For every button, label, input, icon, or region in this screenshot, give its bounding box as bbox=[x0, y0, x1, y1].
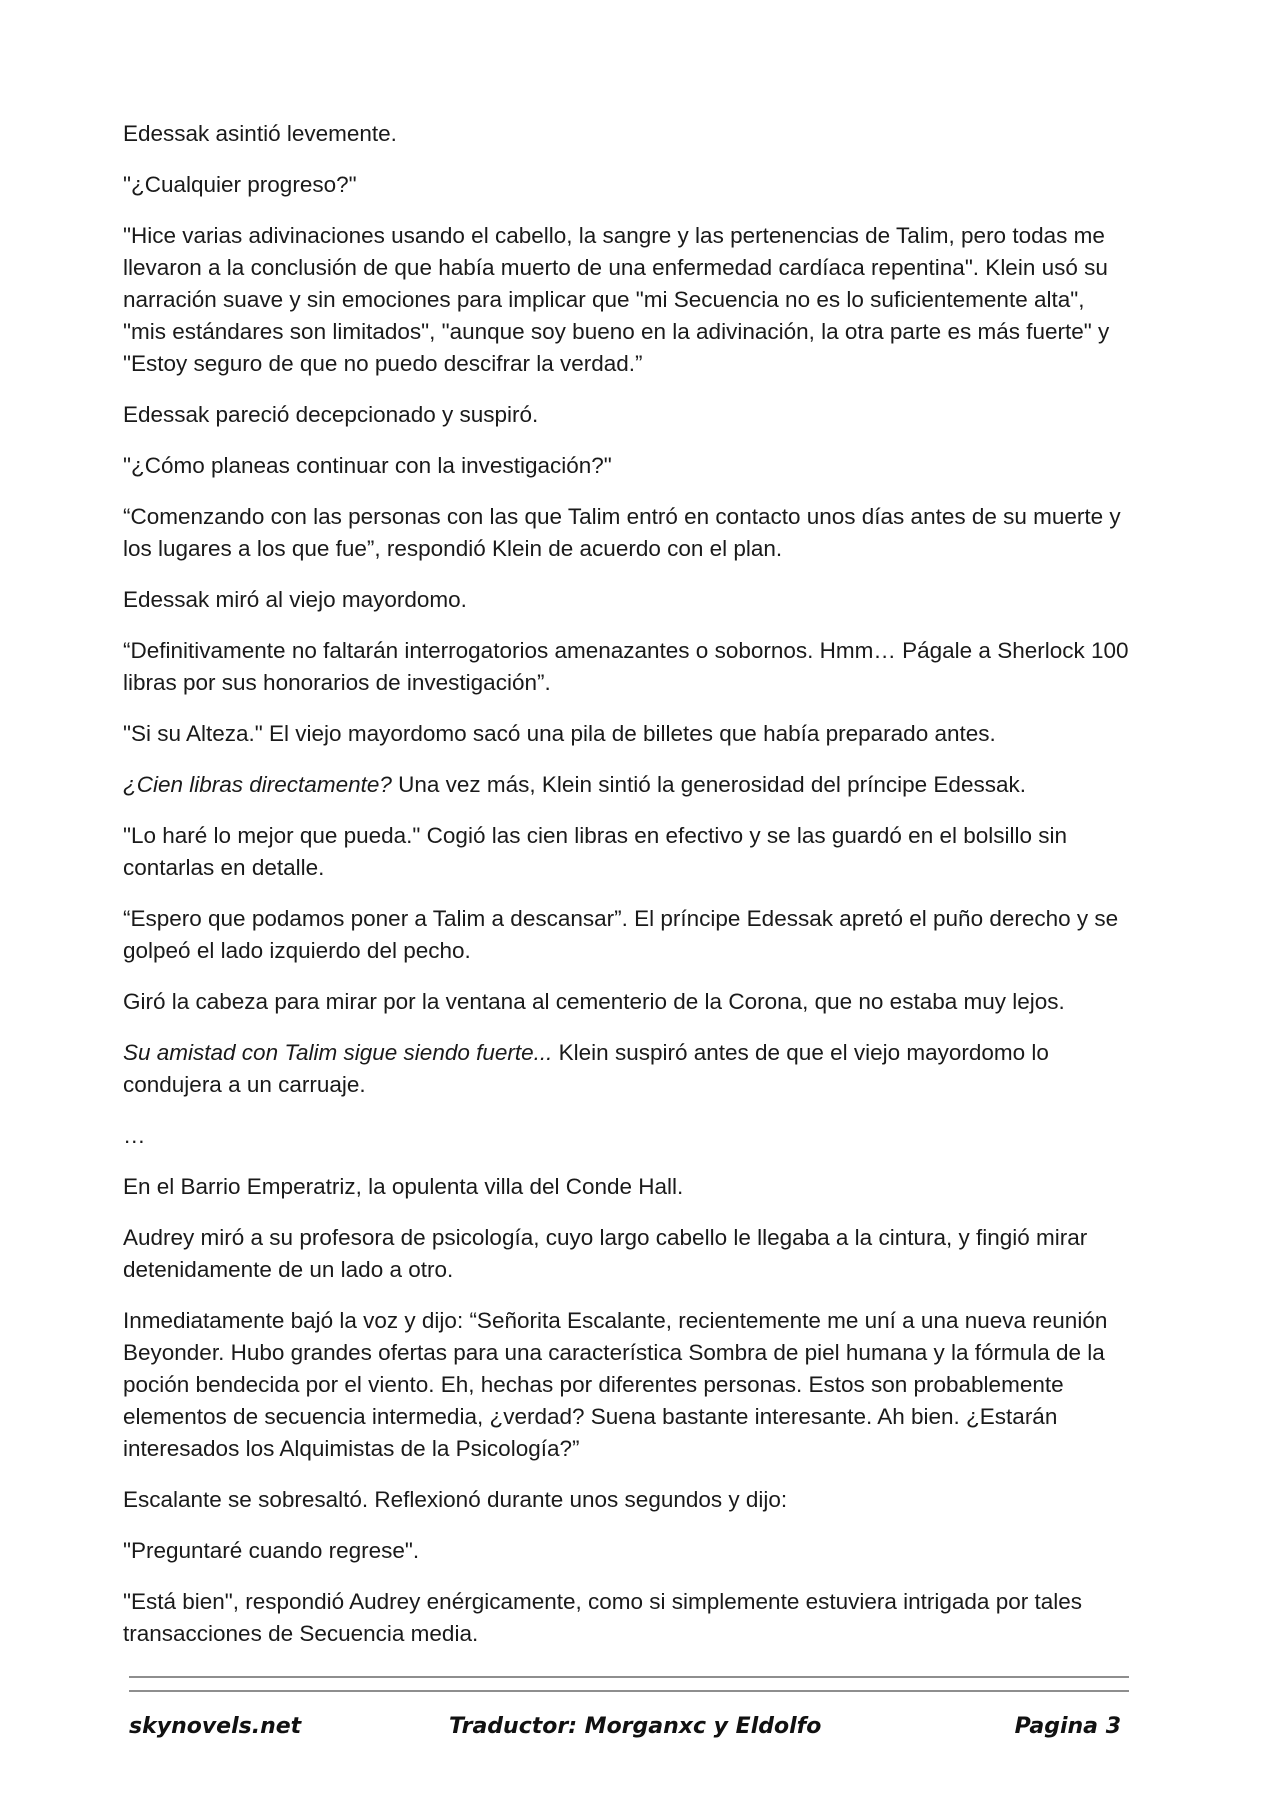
paragraph-text: “Definitivamente no faltarán interrogatorios amenazantes o sobornos. Hmm… Págale a Sherlock 100 libras por sus honorarios de investigación”. bbox=[123, 638, 1129, 695]
paragraph bbox=[123, 1222, 1133, 1286]
paragraph-text: Audrey miró a su profesora de psicología, cuyo largo cabello le llegaba a la cintura, y fingió mirar detenidamente de un lado a otro. bbox=[123, 1225, 1088, 1282]
paragraph bbox=[123, 501, 1133, 565]
paragraph bbox=[123, 1037, 1133, 1101]
footer-page-number: Pagina 3 bbox=[1014, 1714, 1121, 1739]
paragraph-text: Edessak asintió levemente. bbox=[123, 121, 397, 146]
paragraph bbox=[123, 769, 1133, 801]
paragraph-text: En el Barrio Emperatriz, la opulenta villa del Conde Hall. bbox=[123, 1174, 684, 1199]
footer-divider-bottom bbox=[129, 1690, 1129, 1692]
paragraph-text: Klein suspiró antes de que el viejo mayordomo lo condujera a un carruaje. bbox=[123, 1040, 1049, 1097]
paragraph-text: … bbox=[123, 1123, 146, 1148]
paragraph bbox=[123, 1535, 1133, 1567]
italic-text: Su amistad con Talim sigue siendo fuerte... bbox=[123, 1040, 553, 1065]
paragraph bbox=[123, 169, 1133, 201]
paragraph bbox=[123, 903, 1133, 967]
paragraph-text: “Espero que podamos poner a Talim a descansar”. El príncipe Edessak apretó el puño derecho y se golpeó el lado izquierdo del pecho. bbox=[123, 906, 1119, 963]
italic-text: ¿Cien libras directamente? bbox=[123, 772, 392, 797]
document-body bbox=[123, 118, 1133, 1669]
paragraph bbox=[123, 1484, 1133, 1516]
paragraph bbox=[123, 718, 1133, 750]
paragraph-text: Edessak pareció decepcionado y suspiró. bbox=[123, 402, 539, 427]
paragraph-text: "Preguntaré cuando regrese". bbox=[123, 1538, 420, 1563]
paragraph-text: "Está bien", respondió Audrey enérgicamente, como si simplemente estuviera intrigada por tales transacciones de Secuencia media. bbox=[123, 1589, 1082, 1646]
paragraph-text: "¿Cualquier progreso?" bbox=[123, 172, 357, 197]
paragraph-text: Una vez más, Klein sintió la generosidad del príncipe Edessak. bbox=[391, 772, 1026, 797]
paragraph bbox=[123, 220, 1133, 380]
footer-divider-top bbox=[129, 1676, 1129, 1678]
paragraph-text: Inmediatamente bajó la voz y dijo: “Señorita Escalante, recientemente me uní a una nueva reunión Beyonder. Hubo grandes ofertas para una característica Sombra de piel humana y la fórmula de la poción bendecida por el viento. Eh, hechas por diferentes personas. Estos son probablemente elementos de secuencia intermedia, ¿verdad? Suena bastante interesante. Ah bien. ¿Estarán interesados los Alquimistas de la Psicología?” bbox=[123, 1308, 1108, 1461]
paragraph bbox=[123, 1120, 1133, 1152]
paragraph-text: "Hice varias adivinaciones usando el cabello, la sangre y las pertenencias de Talim, pero todas me llevaron a la conclusión de que había muerto de una enfermedad cardíaca repentina". Klein usó su narración suave y sin emociones para implicar que "mi Secuencia no es lo suficientemente alta", "mis estándares son limitados", "aunque soy bueno en la adivinación, la otra parte es más fuerte" y "Estoy seguro de que no puedo descifrar la verdad.” bbox=[123, 223, 1110, 376]
footer-translator: Traductor: Morganxc y Eldolfo bbox=[449, 1714, 822, 1739]
paragraph bbox=[123, 820, 1133, 884]
page-footer bbox=[129, 1714, 1129, 1754]
paragraph bbox=[123, 986, 1133, 1018]
paragraph bbox=[123, 1586, 1133, 1650]
paragraph bbox=[123, 1305, 1133, 1465]
paragraph-text: "¿Cómo planeas continuar con la investigación?" bbox=[123, 453, 612, 478]
paragraph-text: Edessak miró al viejo mayordomo. bbox=[123, 587, 467, 612]
footer-site: skynovels.net bbox=[129, 1714, 302, 1739]
paragraph-text: "Lo haré lo mejor que pueda." Cogió las cien libras en efectivo y se las guardó en el bolsillo sin contarlas en detalle. bbox=[123, 823, 1068, 880]
paragraph-text: “Comenzando con las personas con las que Talim entró en contacto unos días antes de su muerte y los lugares a los que fue”, respondió Klein de acuerdo con el plan. bbox=[123, 504, 1121, 561]
paragraph bbox=[123, 399, 1133, 431]
paragraph-text: Giró la cabeza para mirar por la ventana al cementerio de la Corona, que no estaba muy lejos. bbox=[123, 989, 1065, 1014]
paragraph bbox=[123, 450, 1133, 482]
paragraph-text: Escalante se sobresaltó. Reflexionó durante unos segundos y dijo: bbox=[123, 1487, 788, 1512]
paragraph bbox=[123, 1171, 1133, 1203]
paragraph bbox=[123, 584, 1133, 616]
paragraph bbox=[123, 118, 1133, 150]
paragraph-text: "Si su Alteza." El viejo mayordomo sacó una pila de billetes que había preparado antes. bbox=[123, 721, 996, 746]
paragraph bbox=[123, 635, 1133, 699]
